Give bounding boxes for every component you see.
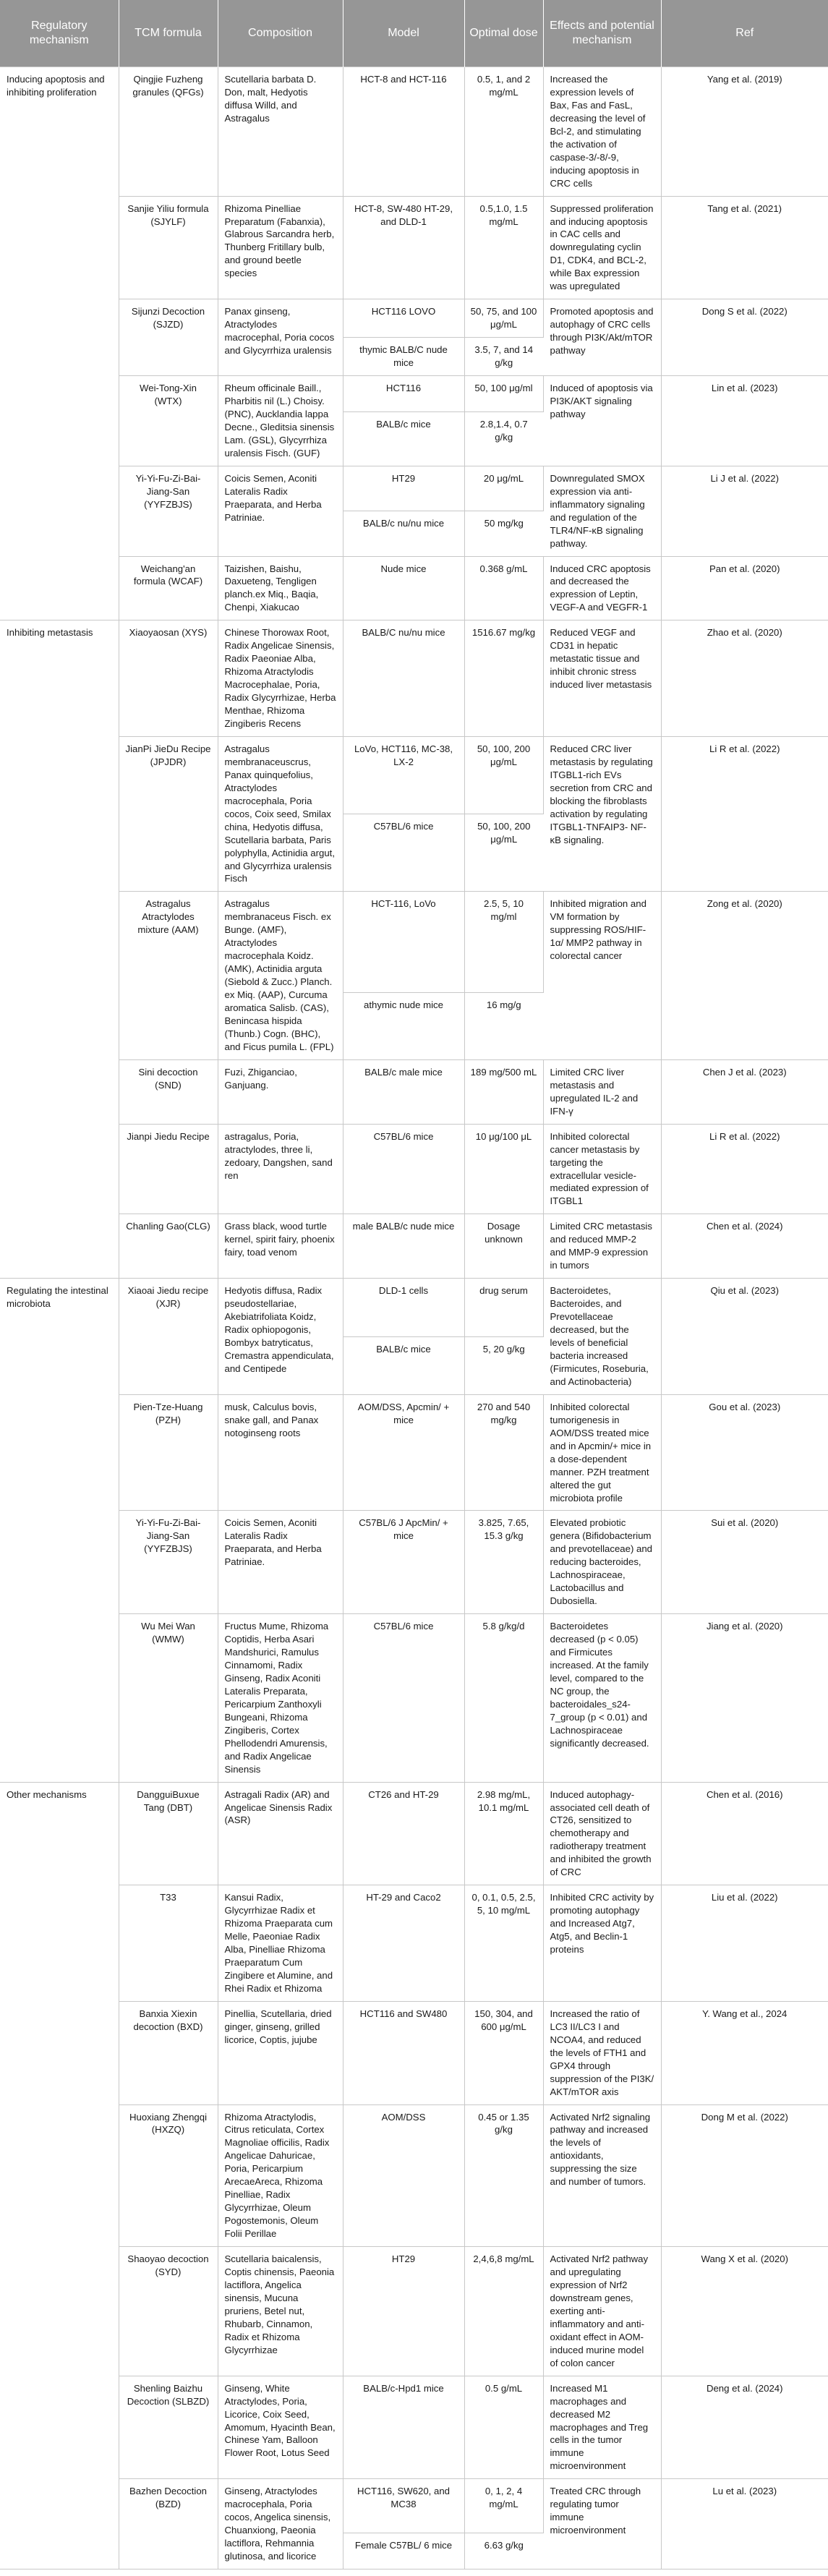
optimal-dose-cell: 0.5 g/mL	[464, 2376, 543, 2479]
model-cell: HT-29 and Caco2	[343, 1885, 464, 2002]
table-row	[0, 1279, 828, 1336]
table-row	[0, 620, 828, 737]
ref-cell: Li R et al. (2022)	[661, 736, 828, 891]
composition-cell: Coicis Semen, Aconiti Lateralis Radix Praeparata, and Herba Patriniae.	[218, 466, 343, 556]
composition-cell: Chinese Thorowax Root, Radix Angelicae Sinensis, Radix Paeoniae Alba, Rhizoma Atractylodis Macrocephalae, Poria, Radix Glycyrrhizae, Herba Menthae, Rhizoma Zingiberis Recens	[218, 620, 343, 737]
effects-cell: Bacteroidetes decreased (p < 0.05) and Firmicutes increased. At the family level, compared to the NC group, the bacteroidales_s24-7_group (p < 0.01) and Lachnospiraceae significantly decreased.	[543, 1614, 661, 1782]
table-row	[0, 736, 828, 814]
model-cell: HCT-8 and HCT-116	[343, 67, 464, 197]
regulatory-mechanism-cell: Other mechanisms	[0, 1782, 119, 2569]
model-cell: HT29	[343, 466, 464, 511]
effects-cell: Activated Nrf2 pathway and upregulating expression of Nrf2 downstream genes, exerting anti-inflammatory and anti-oxidant effect in AOM-induced murine model of colon cancer	[543, 2247, 661, 2376]
table-row	[0, 1394, 828, 1511]
header-optimal-dose: Optimal dose	[464, 0, 543, 67]
composition-cell: Grass black, wood turtle kernel, spirit fairy, phoenix fairy, toad venom	[218, 1214, 343, 1279]
composition-cell: Scutellaria barbata D. Don, malt, Hedyotis diffusa Willd, and Astragalus	[218, 67, 343, 197]
effects-cell: Inhibited colorectal tumorigenesis in AOM/DSS treated mice and in Apcmin/+ mice in a dose-dependent manner. PZH treatment altered the gut microbiota profile	[543, 1394, 661, 1511]
effects-cell: Induced CRC apoptosis and decreased the expression of Leptin, VEGF-A and VEGFR-1	[543, 556, 661, 620]
effects-cell: Inhibited migration and VM formation by suppressing ROS/HIF-1α/ MMP2 pathway in colorectal cancer	[543, 892, 661, 1059]
table-row	[0, 1059, 828, 1124]
model-cell: HCT116, SW620, and MC38	[343, 2479, 464, 2533]
table-row	[0, 2247, 828, 2376]
table-row	[0, 1782, 828, 1885]
effects-cell: Promoted apoptosis and autophagy of CRC cells through PI3K/Akt/mTOR pathway	[543, 299, 661, 376]
model-cell: Female C57BL/ 6 mice	[343, 2533, 464, 2569]
table-row	[0, 1614, 828, 1782]
composition-cell: Rhizoma Atractylodis, Citrus reticulata, Cortex Magnoliae officilis, Radix Angelicae Dahuricae, Poria, Pericarpium ArecaeAreca, Rhizoma Pinelliae, Radix Glycyrrhizae, Oleum Pogostemonis, Oleum Folii Perillae	[218, 2104, 343, 2247]
composition-cell: Astragalus membranaceuscrus, Panax quinquefolius, Atractylodes macrocephala, Poria cocos, Coix seed, Smilax china, Hedyotis diffusa, Scutellaria barbata, Paris polyphylla, Actinidia argut, and Glycyrrhiza uralensis Fisch	[218, 736, 343, 891]
table-row	[0, 1214, 828, 1279]
optimal-dose-cell: 50, 75, and 100 μg/mL	[464, 299, 543, 338]
optimal-dose-cell: 150, 304, and 600 μg/mL	[464, 2001, 543, 2104]
tcm-formula-cell: Shenling Baizhu Decoction (SLBZD)	[119, 2376, 218, 2479]
regulatory-mechanism-cell: Inhibiting metastasis	[0, 620, 119, 1279]
model-cell: BALB/C nu/nu mice	[343, 620, 464, 737]
composition-cell: Fructus Mume, Rhizoma Coptidis, Herba Asari Mandshurici, Ramulus Cinnamomi, Radix Ginseng, Radix Aconiti Lateralis Preparata, Pericarpium Zanthoxyli Bungeani, Rhizoma Zingiberis, Cortex Phellodendri Amurensis, and Radix Angelicae Sinensis	[218, 1614, 343, 1782]
optimal-dose-cell: 50, 100, 200 μg/mL	[464, 814, 543, 892]
optimal-dose-cell: 0.5, 1, and 2 mg/mL	[464, 67, 543, 197]
ref-cell: Zhao et al. (2020)	[661, 620, 828, 737]
model-cell: HCT-8, SW-480 HT-29, and DLD-1	[343, 196, 464, 299]
optimal-dose-cell: 5, 20 g/kg	[464, 1336, 543, 1394]
optimal-dose-cell: 0, 1, 2, 4 mg/mL	[464, 2479, 543, 2533]
effects-cell: Induced of apoptosis via PI3K/AKT signaling pathway	[543, 376, 661, 466]
composition-cell: Ginseng, Atractylodes macrocephala, Poria cocos, Angelica sinensis, Chuanxiong, Paeonia lactiflora, Rehmannia glutinosa, and licorice	[218, 2479, 343, 2569]
composition-cell: Pinellia, Scutellaria, dried ginger, ginseng, grilled licorice, Coptis, jujube	[218, 2001, 343, 2104]
tcm-formula-cell: Xiaoyaosan (XYS)	[119, 620, 218, 737]
effects-cell: Induced autophagy-associated cell death of CT26, sensitized to chemotherapy and radiotherapy treatment and inhibited the growth of CRC	[543, 1782, 661, 1885]
composition-cell: Astragalus membranaceus Fisch. ex Bunge. (AMF), Atractylodes macrocephala Koidz. (AMK), Actinidia arguta (Siebold & Zucc.) Planch. ex Miq. (AAP), Curcuma aromatica Salisb. (CAS), Benincasa hispida (Thunb.) Cogn. (BHC), and Ficus pumila L. (FPL)	[218, 892, 343, 1059]
effects-cell: Limited CRC metastasis and reduced MMP-2 and MMP-9 expression in tumors	[543, 1214, 661, 1279]
ref-cell: Sui et al. (2020)	[661, 1511, 828, 1614]
ref-cell: Wang X et al. (2020)	[661, 2247, 828, 2376]
composition-cell: Fuzi, Zhiganciao, Ganjuang.	[218, 1059, 343, 1124]
optimal-dose-cell: 20 μg/mL	[464, 466, 543, 511]
table-row	[0, 466, 828, 511]
tcm-formula-cell: Huoxiang Zhengqi (HXZQ)	[119, 2104, 218, 2247]
composition-cell: astragalus, Poria, atractylodes, three li, zedoary, Dangshen, sand ren	[218, 1124, 343, 1214]
effects-cell: Increased M1 macrophages and decreased M2 macrophages and Treg cells in the tumor immune microenvironment	[543, 2376, 661, 2479]
optimal-dose-cell: 270 and 540 mg/kg	[464, 1394, 543, 1511]
composition-cell: Rheum officinale Baill., Pharbitis nil (L.) Choisy. (PNC), Aucklandia lappa Decne., Gleditsia sinensis Lam. (GSL), Glycyrrhiza uralensis Fisch. (GUF)	[218, 376, 343, 466]
table-row	[0, 67, 828, 197]
ref-cell: Pan et al. (2020)	[661, 556, 828, 620]
tcm-formula-cell: Sini decoction (SND)	[119, 1059, 218, 1124]
table-row	[0, 2001, 828, 2104]
model-cell: thymic BALB/C nude mice	[343, 338, 464, 376]
model-cell: male BALB/c nude mice	[343, 1214, 464, 1279]
effects-cell: Bacteroidetes, Bacteroides, and Prevotellaceae decreased, but the levels of beneficial bacteria increased (Firmicutes, Roseburia, and Actinobacteria)	[543, 1279, 661, 1395]
model-cell: HCT116 LOVO	[343, 299, 464, 338]
table-row	[0, 1124, 828, 1214]
optimal-dose-cell: 0.45 or 1.35 g/kg	[464, 2104, 543, 2247]
model-cell: C57BL/6 J ApcMin/ + mice	[343, 1511, 464, 1614]
header-tcm-formula: TCM formula	[119, 0, 218, 67]
model-cell: LoVo, HCT116, MC-38, LX-2	[343, 736, 464, 814]
effects-cell: Inhibited CRC activity by promoting autophagy and Increased Atg7, Atg5, and Beclin-1 proteins	[543, 1885, 661, 2002]
effects-cell: Suppressed proliferation and inducing apoptosis in CAC cells and downregulating cyclin D1, CDK4, and BCL-2, while Bax expression was upregulated	[543, 196, 661, 299]
model-cell: BALB/c male mice	[343, 1059, 464, 1124]
model-cell: Nude mice	[343, 556, 464, 620]
model-cell: BALB/c mice	[343, 1336, 464, 1394]
model-cell: AOM/DSS	[343, 2104, 464, 2247]
optimal-dose-cell: 1516.67 mg/kg	[464, 620, 543, 737]
ref-cell: Lu et al. (2023)	[661, 2479, 828, 2569]
table-row	[0, 1511, 828, 1614]
effects-cell: Increased the expression levels of Bax, Fas and FasL, decreasing the level of Bcl-2, and stimulating the activation of caspase-3/-8/-9, inducing apoptosis in CRC cells	[543, 67, 661, 197]
ref-cell: Yang et al. (2019)	[661, 67, 828, 197]
effects-cell: Limited CRC liver metastasis and upregulated IL-2 and IFN-γ	[543, 1059, 661, 1124]
composition-cell: Rhizoma Pinelliae Preparatum (Fabanxia), Glabrous Sarcandra herb, Thunberg Fritillary bulb, and ground beetle species	[218, 196, 343, 299]
table-row	[0, 2104, 828, 2247]
model-cell: CT26 and HT-29	[343, 1782, 464, 1885]
optimal-dose-cell: 6.63 g/kg	[464, 2533, 543, 2569]
table-row	[0, 556, 828, 620]
model-cell: C57BL/6 mice	[343, 1614, 464, 1782]
header-effects: Effects and potential mechanism	[543, 0, 661, 67]
optimal-dose-cell: 2,4,6,8 mg/mL	[464, 2247, 543, 2376]
table-row	[0, 196, 828, 299]
composition-cell: Ginseng, White Atractylodes, Poria, Licorice, Coix Seed, Amomum, Hyacinth Bean, Chinese Yam, Balloon Flower Root, Lotus Seed	[218, 2376, 343, 2479]
regulatory-mechanism-cell: Regulating the intestinal microbiota	[0, 1279, 119, 1782]
header-composition: Composition	[218, 0, 343, 67]
ref-cell: Dong M et al. (2022)	[661, 2104, 828, 2247]
optimal-dose-cell: 50, 100, 200 μg/mL	[464, 736, 543, 814]
model-cell: BALB/c mice	[343, 411, 464, 466]
model-cell: DLD-1 cells	[343, 1279, 464, 1336]
optimal-dose-cell: 189 mg/500 mL	[464, 1059, 543, 1124]
table-row	[0, 299, 828, 338]
model-cell: HCT-116, LoVo	[343, 892, 464, 993]
table-row	[0, 892, 828, 993]
effects-cell: Reduced CRC liver metastasis by regulating ITGBL1-rich EVs secretion from CRC and blocking the fibroblasts activation by regulating ITGBL1-TNFAIP3- NF-κB signaling.	[543, 736, 661, 891]
tcm-formula-cell: Xiaoai Jiedu recipe (XJR)	[119, 1279, 218, 1395]
table-header	[0, 0, 828, 67]
tcm-formula-cell: Sanjie Yiliu formula (SJYLF)	[119, 196, 218, 299]
ref-cell: Dong S et al. (2022)	[661, 299, 828, 376]
tcm-formula-cell: Sijunzi Decoction (SJZD)	[119, 299, 218, 376]
tcm-formula-cell: Qingjie Fuzheng granules (QFGs)	[119, 67, 218, 197]
tcm-formula-cell: DangguiBuxue Tang (DBT)	[119, 1782, 218, 1885]
tcm-formula-cell: Bazhen Decoction (BZD)	[119, 2479, 218, 2569]
model-cell: HCT116	[343, 376, 464, 412]
optimal-dose-cell: 16 mg/g	[464, 993, 543, 1059]
ref-cell: Y. Wang et al., 2024	[661, 2001, 828, 2104]
header-model: Model	[343, 0, 464, 67]
optimal-dose-cell: 2.98 mg/mL, 10.1 mg/mL	[464, 1782, 543, 1885]
tcm-formula-cell: Jianpi Jiedu Recipe	[119, 1124, 218, 1214]
tcm-formula-cell: Wei-Tong-Xin (WTX)	[119, 376, 218, 466]
model-cell: HT29	[343, 2247, 464, 2376]
table-row	[0, 1885, 828, 2002]
ref-cell: Tang et al. (2021)	[661, 196, 828, 299]
effects-cell: Treated CRC through regulating tumor immune microenvironment	[543, 2479, 661, 2569]
composition-cell: Astragali Radix (AR) and Angelicae Sinensis Radix (ASR)	[218, 1782, 343, 1885]
model-cell: HCT116 and SW480	[343, 2001, 464, 2104]
tcm-formula-cell: Pien-Tze-Huang (PZH)	[119, 1394, 218, 1511]
optimal-dose-cell: 3.825, 7.65, 15.3 g/kg	[464, 1511, 543, 1614]
effects-cell: Reduced VEGF and CD31 in hepatic metastatic tissue and inhibit chronic stress induced liver metastasis	[543, 620, 661, 737]
model-cell: C57BL/6 mice	[343, 1124, 464, 1214]
effects-cell: Elevated probiotic genera (Bifidobacterium and prevotellaceae) and reducing bacteroides, Lachnospiraceae, Lactobacillus and Dubosiella.	[543, 1511, 661, 1614]
optimal-dose-cell: 50 mg/kg	[464, 511, 543, 556]
tcm-formula-cell: Wu Mei Wan (WMW)	[119, 1614, 218, 1782]
tcm-formula-cell: Yi-Yi-Fu-Zi-Bai-Jiang-San (YYFZBJS)	[119, 1511, 218, 1614]
composition-cell: Coicis Semen, Aconiti Lateralis Radix Praeparata, and Herba Patriniae.	[218, 1511, 343, 1614]
composition-cell: musk, Calculus bovis, snake gall, and Panax notoginseng roots	[218, 1394, 343, 1511]
tcm-formula-cell: JianPi JieDu Recipe (JPJDR)	[119, 736, 218, 891]
tcm-formula-cell: Astragalus Atractylodes mixture (AAM)	[119, 892, 218, 1059]
effects-cell: Inhibited colorectal cancer metastasis by targeting the extracellular vesicle-mediated expression of ITGBL1	[543, 1124, 661, 1214]
header-ref: Ref	[661, 0, 828, 67]
model-cell: athymic nude mice	[343, 993, 464, 1059]
ref-cell: Liu et al. (2022)	[661, 1885, 828, 2002]
optimal-dose-cell: 0.368 g/mL	[464, 556, 543, 620]
ref-cell: Chen et al. (2016)	[661, 1782, 828, 1885]
optimal-dose-cell: 5.8 g/kg/d	[464, 1614, 543, 1782]
ref-cell: Jiang et al. (2020)	[661, 1614, 828, 1782]
optimal-dose-cell: drug serum	[464, 1279, 543, 1336]
optimal-dose-cell: 0.5,1.0, 1.5 mg/mL	[464, 196, 543, 299]
composition-cell: Scutellaria baicalensis, Coptis chinensis, Paeonia lactiflora, Angelica sinensis, Mucuna pruriens, Betel nut, Rhubarb, Cinnamon, Radix et Rhizoma Glycyrrhizae	[218, 2247, 343, 2376]
table-row	[0, 376, 828, 412]
optimal-dose-cell: 10 μg/100 μL	[464, 1124, 543, 1214]
table-body	[0, 67, 828, 2569]
table-row	[0, 2479, 828, 2533]
tcm-formula-cell: Shaoyao decoction (SYD)	[119, 2247, 218, 2376]
composition-cell: Taizishen, Baishu, Daxueteng, Tengligen planch.ex Miq., Baqia, Chenpi, Xiakucao	[218, 556, 343, 620]
effects-cell: Activated Nrf2 signaling pathway and increased the levels of antioxidants, suppressing the size and number of tumors.	[543, 2104, 661, 2247]
ref-cell: Gou et al. (2023)	[661, 1394, 828, 1511]
composition-cell: Kansui Radix, Glycyrrhizae Radix et Rhizoma Praeparata cum Melle, Paeoniae Radix Alba, Pinelliae Rhizoma Praeparatum Cum Zingibere et Alumine, and Rhei Radix et Rhizoma	[218, 1885, 343, 2002]
ref-cell: Chen J et al. (2023)	[661, 1059, 828, 1124]
tcm-formula-cell: Chanling Gao(CLG)	[119, 1214, 218, 1279]
optimal-dose-cell: Dosage unknown	[464, 1214, 543, 1279]
table-row	[0, 2376, 828, 2479]
header-regulatory-mechanism: Regulatory mechanism	[0, 0, 119, 67]
ref-cell: Chen et al. (2024)	[661, 1214, 828, 1279]
tcm-formula-cell: Banxia Xiexin decoction (BXD)	[119, 2001, 218, 2104]
optimal-dose-cell: 50, 100 μg/ml	[464, 376, 543, 412]
ref-cell: Deng et al. (2024)	[661, 2376, 828, 2479]
ref-cell: Lin et al. (2023)	[661, 376, 828, 466]
composition-cell: Hedyotis diffusa, Radix pseudostellariae, Akebiatrifoliata Koidz, Radix ophiopogonis, Bombyx batryticatus, Cremastra appendiculata, and Centipede	[218, 1279, 343, 1395]
effects-cell: Downregulated SMOX expression via anti-inflammatory signaling and regulation of the TLR4/NF-κB signaling pathway.	[543, 466, 661, 556]
effects-cell: Increased the ratio of LC3 II/LC3 I and NCOA4, and reduced the levels of FTH1 and GPX4 through suppression of the PI3K/ AKT/mTOR axis	[543, 2001, 661, 2104]
tcm-formula-cell: Yi-Yi-Fu-Zi-Bai-Jiang-San (YYFZBJS)	[119, 466, 218, 556]
optimal-dose-cell: 2.8,1.4, 0.7 g/kg	[464, 411, 543, 466]
optimal-dose-cell: 2.5, 5, 10 mg/ml	[464, 892, 543, 993]
ref-cell: Zong et al. (2020)	[661, 892, 828, 1059]
model-cell: BALB/c nu/nu mice	[343, 511, 464, 556]
regulatory-mechanism-cell: Inducing apoptosis and inhibiting proliferation	[0, 67, 119, 620]
model-cell: C57BL/6 mice	[343, 814, 464, 892]
model-cell: AOM/DSS, Apcmin/ + mice	[343, 1394, 464, 1511]
composition-cell: Panax ginseng, Atractylodes macrocephal, Poria cocos and Glycyrrhiza uralensis	[218, 299, 343, 376]
ref-cell: Li R et al. (2022)	[661, 1124, 828, 1214]
optimal-dose-cell: 3.5, 7, and 14 g/kg	[464, 338, 543, 376]
optimal-dose-cell: 0, 0.1, 0.5, 2.5, 5, 10 mg/mL	[464, 1885, 543, 2002]
ref-cell: Li J et al. (2022)	[661, 466, 828, 556]
model-cell: BALB/c-Hpd1 mice	[343, 2376, 464, 2479]
tcm-formula-cell: Weichang'an formula (WCAF)	[119, 556, 218, 620]
tcm-formula-cell: T33	[119, 1885, 218, 2002]
ref-cell: Qiu et al. (2023)	[661, 1279, 828, 1395]
